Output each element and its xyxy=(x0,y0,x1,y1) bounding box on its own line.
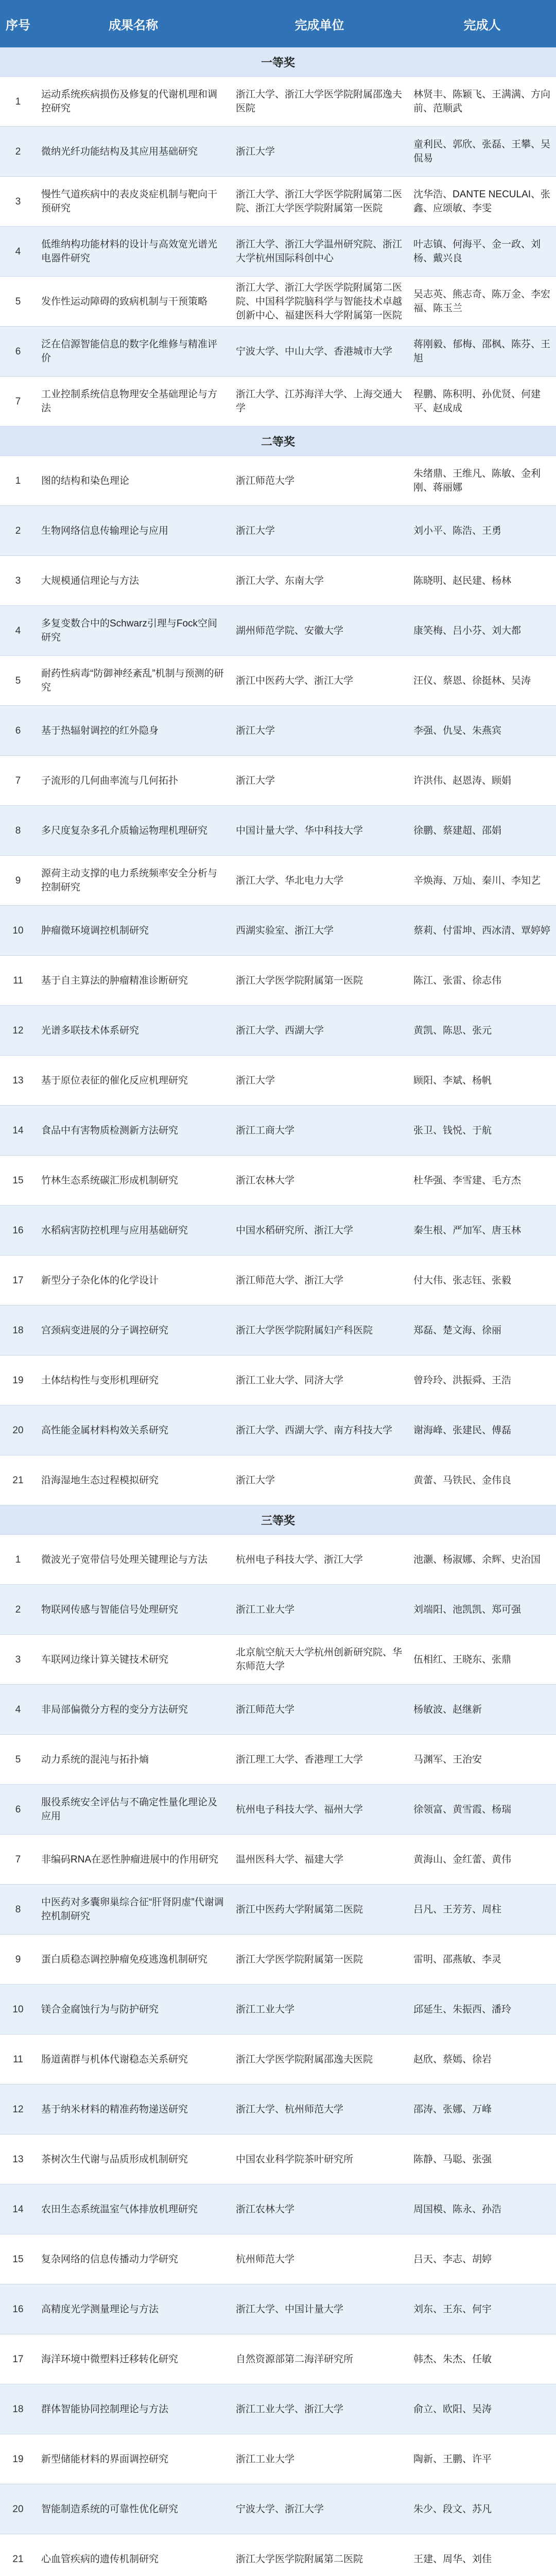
table-row xyxy=(0,606,556,656)
table-body xyxy=(0,47,556,2576)
table-row xyxy=(0,1685,556,1735)
row-people: 刘东、王东、何宇 xyxy=(413,2303,492,2315)
row-unit: 浙江大学、华北电力大学 xyxy=(236,875,344,886)
row-unit: 浙江大学 xyxy=(236,1075,275,1086)
table-row xyxy=(0,127,556,177)
table-row xyxy=(0,556,556,606)
row-unit: 浙江工商大学 xyxy=(236,1125,295,1136)
table-row xyxy=(0,656,556,706)
row-name: 中医药对多囊卵巢综合征“肝肾阴虚”代谢调控机制研究 xyxy=(41,1897,224,1922)
row-name: 农田生态系统温室气体排放机理研究 xyxy=(41,2204,198,2215)
table-row xyxy=(0,2134,556,2184)
row-unit: 浙江大学、浙江大学温州研究院、浙江大学杭州国际科创中心 xyxy=(236,239,403,264)
row-index: 14 xyxy=(12,2204,24,2215)
row-unit: 浙江工业大学 xyxy=(236,2453,295,2465)
table-row xyxy=(0,1455,556,1505)
row-people: 王建、周华、刘佳 xyxy=(413,2553,492,2565)
table-row xyxy=(0,1006,556,1056)
row-people: 陈晓明、赵民建、杨林 xyxy=(413,575,512,586)
row-index: 8 xyxy=(15,825,21,836)
row-unit: 浙江大学医学院附属第二医院 xyxy=(236,2553,363,2565)
row-people: 刘端阳、池凯凯、郑可强 xyxy=(413,1604,522,1615)
table-row xyxy=(0,2084,556,2134)
row-people: 黄蕾、马铁民、金伟良 xyxy=(413,1475,512,1486)
table-row xyxy=(0,2234,556,2284)
row-index: 5 xyxy=(15,1754,21,1765)
row-index: 10 xyxy=(12,925,24,936)
row-name: 发作性运动障碍的致病机制与干预策略 xyxy=(41,296,208,307)
row-people: 韩杰、朱杰、任敏 xyxy=(413,2353,492,2365)
row-people: 赵欣、蔡嫣、徐岩 xyxy=(413,2054,492,2065)
row-index: 17 xyxy=(12,2353,24,2365)
table-header xyxy=(0,0,556,47)
row-people: 邱延生、朱振西、潘玲 xyxy=(413,2004,512,2015)
row-name: 动力系统的混沌与拓扑熵 xyxy=(41,1754,149,1765)
row-unit: 宁波大学、浙江大学 xyxy=(236,2503,324,2515)
row-index: 4 xyxy=(15,1704,21,1715)
row-people: 陈江、张雷、徐志伟 xyxy=(413,975,502,986)
table-row xyxy=(0,1206,556,1256)
row-name: 非局部偏微分方程的变分方法研究 xyxy=(41,1704,188,1715)
row-unit: 中国农业科学院茶叶研究所 xyxy=(236,2154,354,2165)
row-unit: 浙江师范大学 xyxy=(236,475,295,486)
row-name: 土体结构性与变形机理研究 xyxy=(41,1375,159,1386)
row-people: 顾阳、李斌、杨帆 xyxy=(413,1075,492,1086)
table-row xyxy=(0,1256,556,1306)
table-row xyxy=(0,1306,556,1355)
table-row xyxy=(0,1585,556,1635)
row-unit: 浙江师范大学 xyxy=(236,1704,295,1715)
row-index: 3 xyxy=(15,196,21,207)
row-people: 刘小平、陈浩、王勇 xyxy=(413,525,502,536)
row-unit: 浙江中医药大学、浙江大学 xyxy=(236,675,354,686)
row-index: 16 xyxy=(12,1225,24,1236)
row-name: 源荷主动支撑的电力系统频率安全分析与控制研究 xyxy=(41,868,218,893)
row-unit: 北京航空航天大学杭州创新研究院、华东师范大学 xyxy=(236,1647,403,1672)
row-people: 许洪伟、赵恩涛、顾娟 xyxy=(413,775,512,786)
row-index: 21 xyxy=(12,2553,24,2565)
row-people: 朱少、段文、苏凡 xyxy=(413,2503,492,2515)
row-unit: 杭州电子科技大学、福州大学 xyxy=(236,1804,363,1815)
row-people: 谢海峰、张建民、傅磊 xyxy=(413,1425,512,1436)
row-index: 14 xyxy=(12,1125,24,1136)
row-index: 18 xyxy=(12,1325,24,1336)
row-index: 9 xyxy=(15,875,21,886)
row-name: 泛在信源智能信息的数字化维修与精准评价 xyxy=(41,339,218,364)
row-name: 宫颈病变进展的分子调控研究 xyxy=(41,1325,169,1336)
row-unit: 浙江大学、浙江大学医学院附属第二医院、浙江大学医学院附属第一医院 xyxy=(236,189,403,214)
row-people: 徐鹏、蔡建超、邵娟 xyxy=(413,825,502,836)
header-index: 序号 xyxy=(6,18,30,32)
row-name: 微波光子宽带信号处理关键理论与方法 xyxy=(41,1554,208,1565)
row-index: 3 xyxy=(15,1654,21,1665)
row-unit: 浙江大学医学院附属第一医院 xyxy=(236,975,363,986)
row-index: 5 xyxy=(15,296,21,307)
table-row xyxy=(0,327,556,377)
row-people: 陶新、王鹏、许平 xyxy=(413,2453,492,2465)
table-row xyxy=(0,1635,556,1685)
row-unit: 西湖实验室、浙江大学 xyxy=(236,925,334,936)
row-name: 复杂网络的信息传播动力学研究 xyxy=(41,2253,179,2265)
row-index: 13 xyxy=(12,1075,24,1086)
table-row xyxy=(0,1355,556,1405)
row-unit: 杭州电子科技大学、浙江大学 xyxy=(236,1554,363,1565)
table-row xyxy=(0,1735,556,1785)
row-people: 吕天、李志、胡婷 xyxy=(413,2253,492,2265)
row-people: 张卫、钱悦、于航 xyxy=(413,1125,492,1136)
row-name: 慢性气道疾病中的表皮炎症机制与靶向干预研究 xyxy=(41,189,218,214)
row-unit: 湖州师范学院、安徽大学 xyxy=(236,625,344,636)
row-unit: 自然资源部第二海洋研究所 xyxy=(236,2353,354,2365)
row-index: 5 xyxy=(15,675,21,686)
row-people: 黄凯、陈思、张元 xyxy=(413,1025,492,1036)
row-index: 11 xyxy=(13,975,23,986)
table-row xyxy=(0,1985,556,2035)
row-index: 6 xyxy=(15,1804,21,1815)
row-name: 沿海湿地生态过程模拟研究 xyxy=(41,1475,159,1486)
row-index: 20 xyxy=(12,1425,24,1436)
row-name: 高性能金属材料构效关系研究 xyxy=(41,1425,169,1436)
row-unit: 浙江大学、西湖大学、南方科技大学 xyxy=(236,1425,393,1436)
section-title: 三等奖 xyxy=(0,1505,556,1535)
table-row xyxy=(0,77,556,127)
table-row xyxy=(0,1156,556,1206)
row-index: 2 xyxy=(15,525,21,536)
table-row xyxy=(0,2184,556,2234)
row-unit: 浙江大学 xyxy=(236,775,275,786)
row-people: 俞立、欧阳、吴涛 xyxy=(413,2403,492,2415)
row-index: 6 xyxy=(15,346,21,357)
header-people: 完成人 xyxy=(463,18,501,32)
row-people: 徐领富、黄雪霞、杨瑞 xyxy=(413,1804,512,1815)
row-name: 车联网边缘计算关键技术研究 xyxy=(41,1654,169,1665)
row-people: 马渊军、王治安 xyxy=(413,1754,482,1765)
row-unit: 中国计量大学、华中科技大学 xyxy=(236,825,363,836)
row-name: 食品中有害物质检测新方法研究 xyxy=(41,1125,179,1136)
row-index: 13 xyxy=(12,2154,24,2165)
row-people: 蔡莉、付雷坤、西冰清、覃婷婷 xyxy=(413,925,551,936)
row-index: 15 xyxy=(12,2253,24,2265)
row-unit: 浙江大学医学院附属妇产科医院 xyxy=(236,1325,373,1336)
table-row xyxy=(0,227,556,277)
table-row xyxy=(0,277,556,327)
row-unit: 浙江中医药大学附属第二医院 xyxy=(236,1904,363,1915)
table-row xyxy=(0,1935,556,1985)
row-people: 蒋刚毅、郁梅、邵枫、陈芬、王旭 xyxy=(413,339,551,364)
row-name: 海洋环境中微塑料迁移转化研究 xyxy=(41,2353,179,2365)
row-unit: 杭州师范大学 xyxy=(236,2253,295,2265)
table-row xyxy=(0,706,556,756)
table-row xyxy=(0,1835,556,1885)
row-index: 19 xyxy=(12,1375,24,1386)
row-people: 康笑梅、吕小芬、刘大都 xyxy=(413,625,522,636)
row-name: 镁合金腐蚀行为与防护研究 xyxy=(41,2004,159,2015)
row-unit: 浙江大学、中国计量大学 xyxy=(236,2303,344,2315)
row-people: 李强、仇旻、朱燕宾 xyxy=(413,725,502,736)
row-index: 12 xyxy=(12,2104,24,2115)
table-row xyxy=(0,2384,556,2434)
table-row xyxy=(0,1106,556,1156)
table-row xyxy=(0,2035,556,2084)
row-name: 基于热辐射调控的红外隐身 xyxy=(41,725,159,736)
row-people: 童利民、郭欣、张磊、王攀、吴侃易 xyxy=(413,139,551,164)
table-row xyxy=(0,2334,556,2384)
row-name: 基于原位表征的催化反应机理研究 xyxy=(41,1075,188,1086)
table-row xyxy=(0,856,556,906)
row-name: 服役系统安全评估与不确定性量化理论及应用 xyxy=(41,1797,218,1822)
row-name: 高精度光学测量理论与方法 xyxy=(41,2303,159,2315)
row-people: 朱绪鼎、王维凡、陈敏、金利刚、蒋丽娜 xyxy=(413,468,541,493)
row-name: 心血管疾病的遗传机制研究 xyxy=(41,2553,159,2565)
table-row xyxy=(0,1056,556,1106)
row-people: 曾玲玲、洪振舜、王浩 xyxy=(413,1375,512,1386)
row-index: 9 xyxy=(15,1954,21,1965)
table-row xyxy=(0,1405,556,1455)
row-index: 2 xyxy=(15,146,21,157)
header-name: 成果名称 xyxy=(109,18,158,32)
row-unit: 浙江大学、西湖大学 xyxy=(236,1025,324,1036)
row-index: 1 xyxy=(15,1554,21,1565)
row-unit: 温州医科大学、福建大学 xyxy=(236,1854,344,1865)
row-people: 汪仪、蔡恩、徐挺林、吴涛 xyxy=(413,675,531,686)
table-row xyxy=(0,2434,556,2484)
row-index: 21 xyxy=(12,1475,24,1486)
row-name: 图的结构和染色理论 xyxy=(41,475,130,486)
row-index: 6 xyxy=(15,725,21,736)
table-row xyxy=(0,806,556,856)
row-unit: 浙江大学、浙江大学医学院附属第二医院、中国科学院脑科学与智能技术卓越创新中心、福建医科大学附属第一医院 xyxy=(236,282,403,321)
row-unit: 浙江工业大学 xyxy=(236,1604,295,1615)
row-people: 杜华强、李雪建、毛方杰 xyxy=(413,1175,522,1186)
row-name: 群体智能协同控制理论与方法 xyxy=(41,2403,169,2415)
row-name: 微纳光纤功能结构及其应用基础研究 xyxy=(41,146,198,157)
row-people: 雷明、邵燕敏、李灵 xyxy=(413,1954,502,1965)
row-index: 12 xyxy=(12,1025,24,1036)
row-name: 低维纳构功能材料的设计与高效宽光谱光电器件研究 xyxy=(41,239,218,264)
row-unit: 中国水稻研究所、浙江大学 xyxy=(236,1225,354,1236)
row-name: 耐药性病毒“防御神经紊乱”机制与预测的研究 xyxy=(41,668,224,693)
row-unit: 浙江工业大学 xyxy=(236,2004,295,2015)
row-people: 杨敏波、赵继新 xyxy=(413,1704,482,1715)
table-row xyxy=(0,1785,556,1835)
row-unit: 浙江大学 xyxy=(236,725,275,736)
table-row xyxy=(0,506,556,556)
row-unit: 浙江农林大学 xyxy=(236,2204,295,2215)
row-name: 多复变数合中的Schwarz引理与Fock空间研究 xyxy=(41,618,218,643)
row-name: 茶树次生代谢与品质形成机制研究 xyxy=(41,2154,188,2165)
table-row xyxy=(0,906,556,956)
row-name: 新型储能材料的界面调控研究 xyxy=(41,2453,169,2465)
row-people: 叶志镇、何海平、金一政、刘杨、戴兴良 xyxy=(413,239,541,264)
row-index: 4 xyxy=(15,625,21,636)
row-index: 16 xyxy=(12,2303,24,2315)
row-unit: 浙江工业大学、浙江大学 xyxy=(236,2403,344,2415)
row-unit: 浙江大学 xyxy=(236,1475,275,1486)
row-name: 蛋白质稳态调控肿瘤免疫逃逸机制研究 xyxy=(41,1954,208,1965)
table-row xyxy=(0,456,556,506)
row-unit: 浙江师范大学、浙江大学 xyxy=(236,1275,344,1286)
row-people: 吕凡、王芳芳、周柱 xyxy=(413,1904,502,1915)
row-name: 非编码RNA在恶性肿瘤进展中的作用研究 xyxy=(41,1854,219,1865)
row-index: 2 xyxy=(15,1604,21,1615)
table-row xyxy=(0,1885,556,1935)
row-name: 生物网络信息传输理论与应用 xyxy=(41,525,169,536)
row-index: 7 xyxy=(15,1854,21,1865)
row-index: 18 xyxy=(12,2403,24,2415)
row-unit: 浙江大学、浙江大学医学院附属邵逸夫医院 xyxy=(236,89,403,114)
row-unit: 浙江大学 xyxy=(236,146,275,157)
row-people: 吴志英、熊志奇、陈万金、李宏福、陈玉兰 xyxy=(413,289,551,314)
row-name: 运动系统疾病损伤及修复的代谢机理和调控研究 xyxy=(41,89,218,114)
row-people: 程鹏、陈积明、孙优贤、何建平、赵成成 xyxy=(413,389,541,414)
row-index: 3 xyxy=(15,575,21,586)
row-name: 智能制造系统的可靠性优化研究 xyxy=(41,2503,179,2515)
row-unit: 浙江大学医学院附属邵逸夫医院 xyxy=(236,2054,373,2065)
row-people: 伍相红、王晓东、张鼎 xyxy=(413,1654,512,1665)
row-people: 黄海山、金红蕾、黄伟 xyxy=(413,1854,512,1865)
row-unit: 宁波大学、中山大学、香港城市大学 xyxy=(236,346,393,357)
row-index: 8 xyxy=(15,1904,21,1915)
table-row xyxy=(0,377,556,427)
row-people: 邵涛、张娜、万峰 xyxy=(413,2104,492,2115)
row-people: 付大伟、张志钰、张毅 xyxy=(413,1275,512,1286)
row-name: 大规模通信理论与方法 xyxy=(41,575,140,586)
row-unit: 浙江大学、江苏海洋大学、上海交通大学 xyxy=(236,389,403,414)
row-people: 秦生根、严加军、唐玉林 xyxy=(413,1225,522,1236)
row-unit: 浙江大学、东南大学 xyxy=(236,575,324,586)
row-name: 光谱多联技术体系研究 xyxy=(41,1025,140,1036)
section-title: 二等奖 xyxy=(0,427,556,456)
row-people: 周国模、陈永、孙浩 xyxy=(413,2204,502,2215)
row-name: 新型分子杂化体的化学设计 xyxy=(41,1275,159,1286)
row-people: 辛焕海、万灿、秦川、李知艺 xyxy=(413,875,541,886)
row-people: 林贤丰、陈颖飞、王满满、方向前、范顺武 xyxy=(413,89,551,114)
table-row xyxy=(0,956,556,1006)
row-index: 11 xyxy=(13,2054,23,2065)
row-unit: 浙江理工大学、香港理工大学 xyxy=(236,1754,363,1765)
table-row xyxy=(0,1535,556,1585)
row-unit: 浙江大学医学院附属第一医院 xyxy=(236,1954,363,1965)
row-index: 19 xyxy=(12,2453,24,2465)
row-name: 工业控制系统信息物理安全基础理论与方法 xyxy=(41,389,218,414)
row-people: 沈华浩、DANTE NECULAI、张鑫、应颂敏、李雯 xyxy=(413,189,551,214)
row-people: 池灏、杨淑娜、余辉、史治国 xyxy=(413,1554,541,1565)
row-index: 7 xyxy=(15,775,21,786)
table-row xyxy=(0,2534,556,2576)
table-row xyxy=(0,177,556,227)
row-index: 4 xyxy=(15,246,21,257)
row-index: 20 xyxy=(12,2503,24,2515)
header-unit: 完成单位 xyxy=(294,18,344,32)
row-index: 17 xyxy=(12,1275,24,1286)
row-name: 基于纳米材料的精准药物递送研究 xyxy=(41,2104,188,2115)
row-name: 肠道菌群与机体代谢稳态关系研究 xyxy=(41,2054,188,2065)
table-row xyxy=(0,756,556,806)
table-row xyxy=(0,2484,556,2534)
row-name: 基于自主算法的肿瘤精准诊断研究 xyxy=(41,975,188,986)
row-name: 竹林生态系统碳汇形成机制研究 xyxy=(41,1175,179,1186)
section-title: 一等奖 xyxy=(0,47,556,77)
row-unit: 浙江大学 xyxy=(236,525,275,536)
row-index: 1 xyxy=(15,96,21,107)
row-index: 7 xyxy=(15,396,21,407)
row-index: 1 xyxy=(15,475,21,486)
row-index: 10 xyxy=(12,2004,24,2015)
row-index: 15 xyxy=(12,1175,24,1186)
row-name: 多尺度复杂多孔介质输运物理机理研究 xyxy=(41,825,208,836)
row-name: 物联网传感与智能信号处理研究 xyxy=(41,1604,179,1615)
row-people: 郑磊、楚文海、徐丽 xyxy=(413,1325,502,1336)
row-unit: 浙江工业大学、同济大学 xyxy=(236,1375,344,1386)
row-name: 水稻病害防控机理与应用基础研究 xyxy=(41,1225,188,1236)
row-name: 肿瘤微环境调控机制研究 xyxy=(41,925,149,936)
row-unit: 浙江农林大学 xyxy=(236,1175,295,1186)
table-row xyxy=(0,2284,556,2334)
row-unit: 浙江大学、杭州师范大学 xyxy=(236,2104,344,2115)
row-people: 陈静、马聪、张强 xyxy=(413,2154,492,2165)
row-name: 子流形的几何曲率流与几何拓扑 xyxy=(41,775,179,786)
